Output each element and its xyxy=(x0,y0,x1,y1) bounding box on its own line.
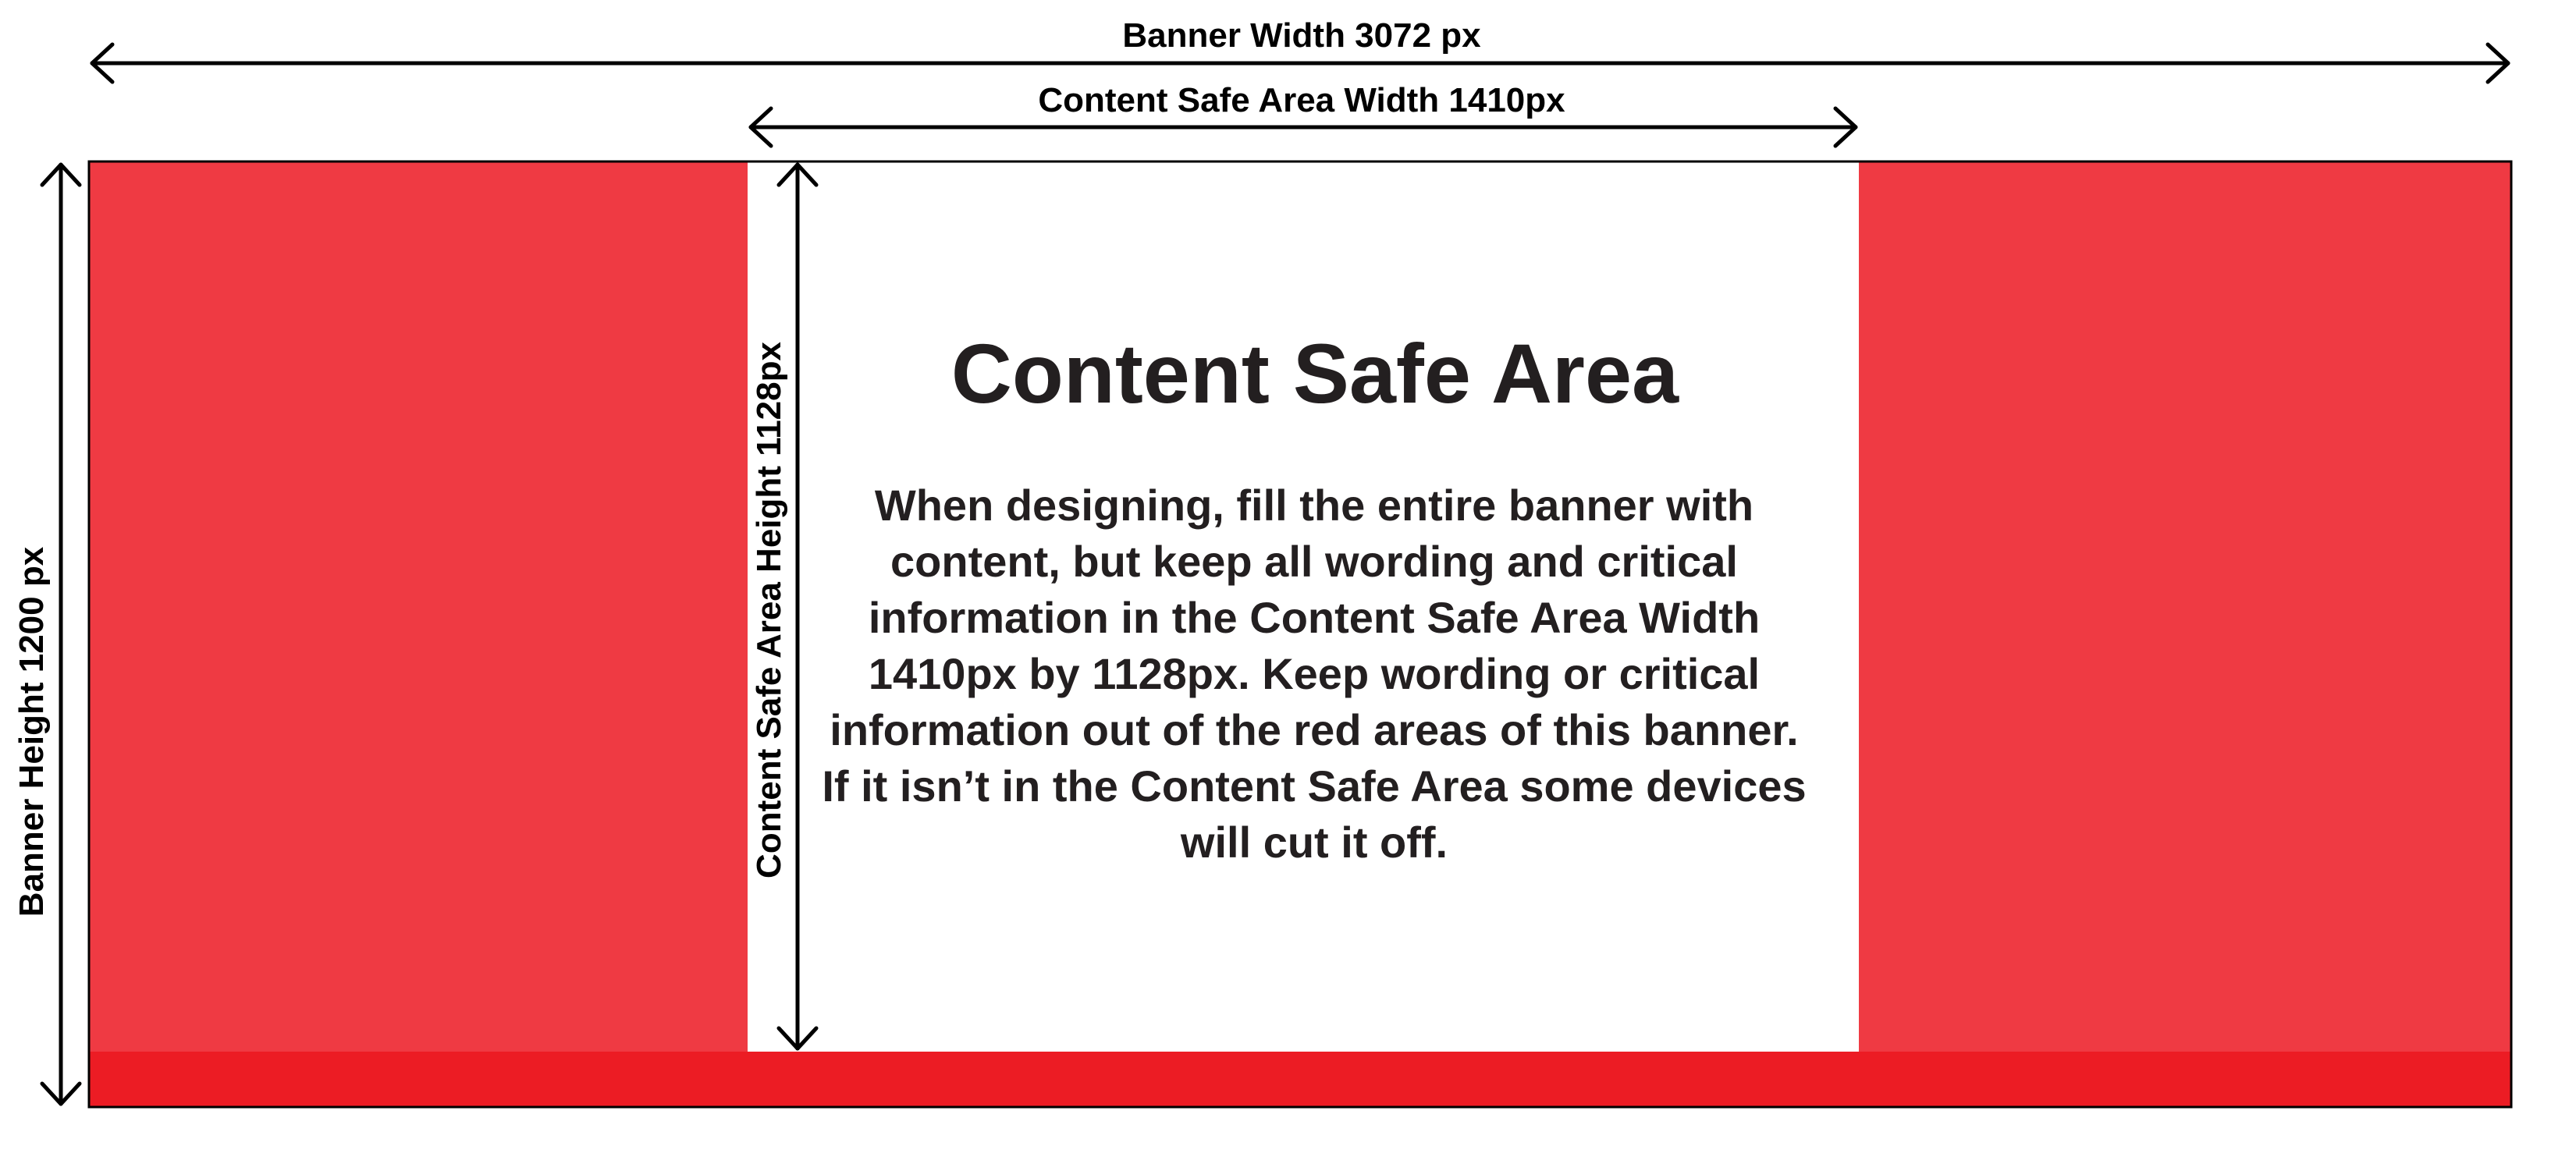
banner-bottom-strip xyxy=(89,1052,2511,1107)
banner-height-label: Banner Height 1200 px xyxy=(12,546,51,917)
safe-area-title: Content Safe Area xyxy=(950,326,1679,420)
safe-width-label: Content Safe Area Width 1410px xyxy=(1038,81,1565,119)
safe-height-label: Content Safe Area Height 1128px xyxy=(750,342,788,878)
banner-width-label: Banner Width 3072 px xyxy=(1122,16,1481,55)
safe-area-description: When designing, fill the entire banner with content, but keep all wording and critical information in the Content Safe Area Width 1410px by 1128px. Keep wording or critical information out of the red areas of this banner. If it isn’t in the Content Safe Area some devices will cut it off. xyxy=(822,481,1807,867)
